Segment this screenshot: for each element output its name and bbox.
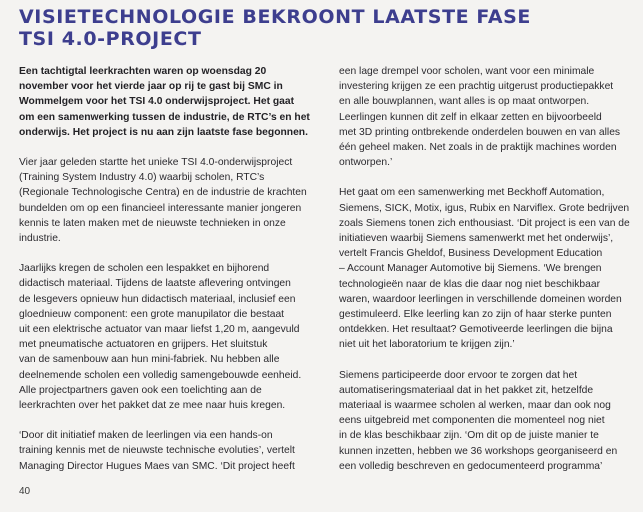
paragraph-line: onderwijs. Het project is nu aan zijn laatste fase begonnen. [19, 126, 308, 138]
paragraph-line: met pneumatische actuatoren en grijpers. Het sluitstuk [19, 339, 268, 351]
paragraph-line: kennis te laten maken met de nieuwste technieken in onze [19, 217, 286, 229]
paragraph-line: in de klas beschikbaar zijn. ‘Om dit op de juiste manier te [339, 430, 599, 442]
paragraph-line: november voor het vierde jaar op rij te gast bij SMC in [19, 81, 283, 93]
paragraph-line: en alle bouwplannen, want alles is op maat ontworpen. [339, 96, 590, 108]
paragraph-line: deelnemende scholen een volledig samengebouwde eenheid. [19, 369, 302, 381]
paragraph-line: de lesgevers opnieuw hun didactisch materiaal, inclusief een [19, 293, 296, 305]
paragraph-line: eens uitgebreid met componenten die momenteel nog niet [339, 415, 605, 427]
paragraph-line: (Training System Industry 4.0) waarbij scholen, RTC’s [19, 172, 265, 184]
paragraph-line: training kennis met de nieuwste technische evoluties’, vertelt [19, 445, 295, 457]
paragraph-line: technologieën naar de klas die daar nog niet beschikbaar [339, 278, 601, 290]
paragraph-line: didactisch materiaal. Tijdens de laatste aflevering ontvingen [19, 278, 291, 290]
article-title-line: TSI 4.0-PROJECT [19, 28, 202, 50]
paragraph-line: zoals Siemens tonen zich enthousiast. ‘Dit project is een van de [339, 217, 630, 229]
paragraph-line: Een tachtigtal leerkrachten waren op woensdag 20 [19, 66, 267, 77]
body-paragraph [339, 368, 631, 474]
article-title [19, 6, 631, 50]
paragraph-line: met 3D printing ontbrekende onderdelen bouwen en van alles [339, 126, 621, 138]
body-paragraph [19, 428, 311, 474]
body-paragraph [19, 261, 311, 413]
article-title-line: VISIETECHNOLOGIE BEKROONT LAATSTE FASE [19, 6, 531, 28]
body-paragraph [339, 64, 631, 170]
right-column [339, 64, 631, 489]
paragraph-line: niet uit het laboratorium te krijgen zijn.’ [339, 339, 515, 351]
paragraph-line: een volledig beschreven en gedocumenteerd programma’ [339, 460, 603, 472]
paragraph-line: uit een elektrische actuator van maar liefst 1,20 m, aangevuld [19, 324, 300, 336]
lead-paragraph [19, 64, 311, 140]
paragraph-line: materiaal is waarmee scholen al werken, maar dan ook nog [339, 400, 611, 412]
paragraph-line: automatiseringsmateriaal dat in het pakket zit, hetzelfde [339, 384, 594, 396]
paragraph-line: Jaarlijks kregen de scholen een lespakket en bijhorend [19, 263, 270, 275]
paragraph-line: Siemens, SICK, Motix, igus, Rubix en Narviflex. Grote bedrijven [339, 202, 630, 214]
paragraph-line: Wommelgem voor het TSI 4.0 onderwijsproject. Het gaat [19, 96, 295, 108]
paragraph-line: ontworpen.’ [339, 157, 393, 169]
paragraph-line: gestimuleerd. Elke leerling kan zo zijn of haar sterke punten [339, 309, 612, 321]
left-column [19, 64, 311, 489]
paragraph-line: Managing Director Hugues Maes van SMC. ‘Dit project heeft [19, 460, 295, 472]
paragraph-line: industrie. [19, 233, 61, 245]
paragraph-line: waren, waardoor leerlingen in verschillende domeinen worden [339, 293, 622, 305]
paragraph-line: investering krijgen ze een prachtig uitgerust productiepakket [339, 81, 614, 93]
paragraph-line: (Regionale Technologische Centra) en de industrie de krachten [19, 187, 307, 199]
paragraph-line: van de samenbouw aan hun mini-fabriek. Nu hebben alle [19, 354, 280, 366]
paragraph-line: een lage drempel voor scholen, want voor een minimale [339, 66, 595, 77]
body-paragraph [19, 155, 311, 246]
paragraph-line: vertelt Francis Gheldof, Business Development Education [339, 248, 603, 260]
paragraph-line: ‘Door dit initiatief maken de leerlingen via een hands-on [19, 430, 273, 442]
paragraph-line: Siemens participeerde door ervoor te zorgen dat het [339, 369, 578, 381]
paragraph-line: één geheel maken. Net zoals in de praktijk machines worden [339, 142, 617, 154]
body-paragraph [339, 185, 631, 352]
paragraph-line: Alle projectpartners gaven ook een toelichting aan de [19, 384, 262, 396]
paragraph-line: leerkrachten over het pakket dat ze mee naar huis kregen. [19, 400, 286, 412]
paragraph-line: – Account Manager Automotive bij Siemens. ‘We brengen [339, 263, 602, 275]
paragraph-line: Het gaat om een samenwerking met Beckhoff Automation, [339, 187, 605, 199]
paragraph-line: Vier jaar geleden startte het unieke TSI 4.0-onderwijsproject [19, 157, 293, 169]
paragraph-line: gloednieuw component: een grote manupilator die bestaat [19, 308, 285, 320]
paragraph-line: initiatieven waarbij Siemens samenwerkt met het onderwijs’, [339, 233, 614, 245]
page-number: 40 [19, 486, 31, 497]
paragraph-line: om een samenwerking tussen de industrie, de RTC’s en het [19, 111, 310, 123]
article-body [19, 64, 631, 489]
paragraph-line: bundelden om op een financieel interessante manier jongeren [19, 202, 302, 214]
paragraph-line: ontdekken. Het resultaat? Gemotiveerde leerlingen die bijna [339, 324, 613, 336]
paragraph-line: kunnen inzetten, hebben we 36 workshops georganiseerd en [339, 445, 618, 457]
paragraph-line: Leerlingen kunnen dit zelf in elkaar zetten en bijvoorbeeld [339, 111, 602, 123]
